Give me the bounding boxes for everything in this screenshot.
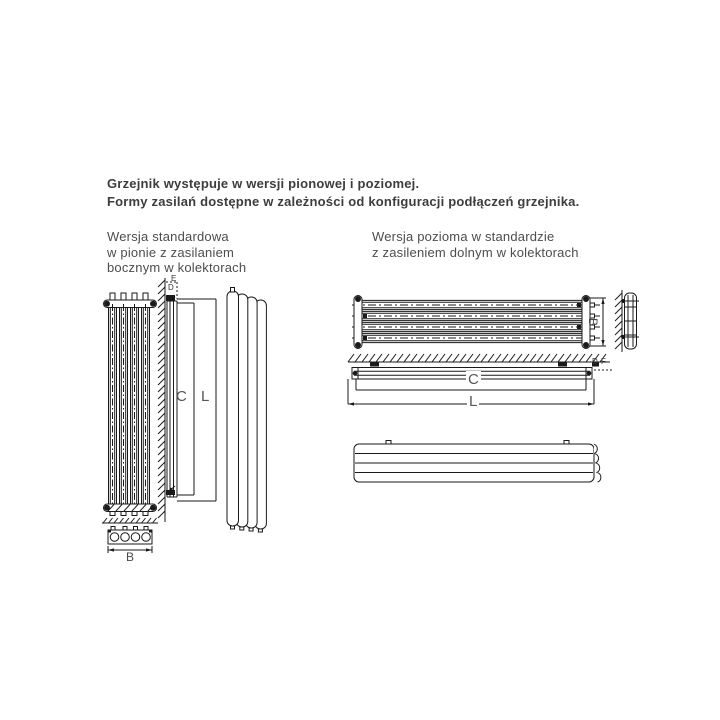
vertical-title-line-1: Wersja standardowa [107, 229, 229, 244]
page-heading [107, 175, 647, 211]
vertical-perspective-drawing [224, 286, 270, 538]
dim-label-B-vertical: B [125, 550, 134, 564]
dim-label-L-horizontal: L [469, 393, 478, 410]
dim-label-C-vertical: C [176, 388, 187, 405]
horizontal-title-line-2: z zasileniem dolnym w kolektorach [372, 244, 579, 260]
vertical-title-line-3: bocznym w kolektorach [107, 260, 247, 275]
horizontal-section-title [372, 229, 632, 260]
horizontal-plan-view-drawing [350, 292, 606, 356]
heading-line-1: Grzejnik występuje w wersji pionowej i poziomej. [107, 176, 420, 191]
dim-label-D-horizontal: D [592, 357, 598, 366]
dim-label-C-horizontal: C [468, 371, 479, 388]
horizontal-perspective-drawing [350, 436, 610, 488]
vertical-side-view-drawing [153, 274, 225, 526]
dim-label-D-vertical: D [168, 283, 174, 292]
horizontal-side-section-drawing [612, 288, 648, 356]
dim-label-F-horizontal: F [601, 357, 606, 366]
vertical-front-view-drawing [102, 290, 158, 562]
dim-label-B-horizontal: B [586, 317, 601, 327]
dim-label-E-vertical: E [171, 274, 177, 283]
heading-line-2: Formy zasilań dostępne w zależności od konfiguracji podłączeń grzejnika. [107, 194, 580, 209]
vertical-section-title [107, 229, 287, 276]
vertical-title-line-2: w pionie z zasilaniem [107, 244, 235, 260]
horizontal-title-line-1: Wersja pozioma w standardzie [372, 229, 555, 244]
dim-label-L-vertical: L [201, 388, 210, 405]
